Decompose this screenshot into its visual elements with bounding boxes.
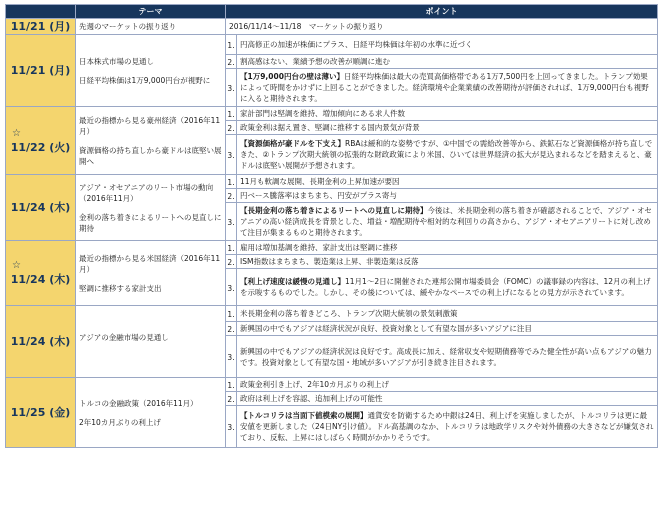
point-text (237, 306, 658, 322)
point-text (237, 107, 658, 121)
entry-theme-subtitle: 日経平均株価は1万9,000円台が視野に (79, 75, 211, 85)
point-row (6, 306, 658, 322)
point-text (237, 203, 658, 241)
point-text (237, 378, 658, 392)
point-body: 政策金利は据え置き、堅調に推移する国内景気が背景 (240, 123, 420, 132)
entry-date: 11/24 (木) (10, 273, 71, 286)
point-row (6, 241, 658, 255)
entry-theme-title[interactable]: トルコの金融政策（2016年11月） (79, 398, 198, 408)
point-number: 3. (226, 135, 237, 175)
point-highlight: 【利上げ速度は緩慢の見通し】 (240, 277, 345, 286)
point-text (237, 336, 658, 378)
entry-theme-subtitle: 資源価格の持ち直しから豪ドルは底堅い展開へ (79, 145, 222, 166)
point-text (237, 175, 658, 189)
entry-date-cell (6, 35, 76, 107)
entry-theme-cell[interactable] (76, 241, 226, 306)
point-text (237, 135, 658, 175)
summary-row (6, 19, 658, 35)
point-body: ISM指数はまちまち、製造業は上昇、非製造業は反落 (240, 257, 419, 266)
point-highlight: 【長期金利の落ち着きによるリートへの見直しに期待】 (240, 206, 428, 215)
point-number: 2. (226, 189, 237, 203)
point-text (237, 392, 658, 406)
entry-date: 11/24 (木) (10, 334, 71, 348)
point-text (237, 406, 658, 448)
entry-theme-subtitle: 堅調に推移する家計支出 (79, 283, 162, 293)
point-body: 雇用は増加基調を維持、家計支出は堅調に推移 (240, 243, 398, 252)
star-icon: ☆ (12, 260, 21, 271)
point-body: 政府は利上げを容認、追加利上げの可能性 (240, 394, 383, 403)
entry-date-cell (6, 241, 76, 306)
point-text (237, 189, 658, 203)
point-highlight: 【トルコリラは当面下値模索の展開】 (240, 411, 368, 420)
point-number: 1. (226, 306, 237, 322)
point-number: 1. (226, 241, 237, 255)
point-number: 2. (226, 392, 237, 406)
entry-date-cell (6, 378, 76, 448)
point-body: 11月1～2日に開催された連邦公開市場委員会（FOMC）の議事録の内容は、12月の利上げを示唆するものでした。しかし、その後については、緩やかなペースでの利上げになるとの見方が示されています。 (240, 277, 651, 297)
point-row (6, 35, 658, 55)
entry-theme-subtitle: 金利の落ち着きによるリートへの見直しに期待 (79, 212, 222, 233)
point-text (237, 269, 658, 306)
entry-date-cell (6, 306, 76, 378)
entry-theme-cell[interactable] (76, 378, 226, 448)
point-number: 2. (226, 255, 237, 269)
point-body: 新興国の中でもアジアの経済状況は良好です。高成長に加え、経常収支や短期債務等でみた健全性が高い点もアジアの魅力です。投資対象として有望な国・地域が多いアジアが引き続き注目されます。 (240, 346, 652, 367)
point-number: 3. (226, 69, 237, 107)
point-row (6, 378, 658, 392)
point-body: 家計部門は堅調を維持、増加傾向にある求人件数 (240, 109, 405, 118)
point-number: 3. (226, 406, 237, 448)
point-text (237, 35, 658, 55)
summary-point: 2016/11/14～11/18 マーケットの振り返り (226, 19, 658, 35)
point-text (237, 121, 658, 135)
point-number: 2. (226, 322, 237, 336)
point-body: 割高感はない、業績予想の改善が順調に進む (240, 57, 390, 66)
summary-date: 11/21 (月) (6, 19, 76, 35)
point-row (6, 175, 658, 189)
star-icon: ☆ (12, 127, 21, 139)
summary-theme[interactable]: 先週のマーケットの振り返り (76, 19, 226, 35)
header-theme: テーマ (76, 5, 226, 19)
point-number: 2. (226, 121, 237, 135)
point-number: 1. (226, 35, 237, 55)
header-row (6, 5, 658, 19)
point-body: 11月も軟調な展開、長期金利の上昇加速が要因 (240, 177, 400, 186)
point-number: 1. (226, 175, 237, 189)
point-number: 1. (226, 107, 237, 121)
entry-theme-title[interactable]: アジアの金融市場の見通し (79, 333, 169, 342)
point-body: 米長期金利の落ち着きどころ、トランプ次期大統領の景気刺激策 (240, 309, 458, 318)
entry-date-cell (6, 107, 76, 175)
point-text (237, 322, 658, 336)
point-body: RBAは緩和的な姿勢ですが、①中国での需給改善等から、鉄鉱石など資源価格が持ち直しできた、②トランプ次期大統領の拡張的な財政政策により米国、ひいては世界経済の拡大が見込まれるなどを踏まえると、豪ドルは底堅い展開が予想されます。 (240, 139, 653, 170)
entry-date: 11/24 (木) (10, 200, 71, 214)
entry-date: 11/25 (金) (10, 405, 71, 419)
point-body: 円高修正の加速が株価にプラス、日経平均株価は年初の水準に近づく (240, 40, 473, 49)
point-body: 円ベース騰落率はまちまち、円安がプラス寄与 (240, 191, 397, 200)
point-row (6, 107, 658, 121)
point-text (237, 255, 658, 269)
point-text (237, 55, 658, 69)
header-date-cell (6, 5, 76, 19)
point-body: 日経平均株価は最大の売買高価格帯である1万7,500円を上回ってきました。トランプ効果によって時間をかけずに上回ることができました。経済環境や企業業績の改善期待が評価されれば、1万9,000円台も視野に入ると期待されます。 (240, 72, 649, 103)
point-body: 新興国の中でもアジアは経済状況が良好、投資対象として有望な国が多いアジアに注目 (240, 324, 532, 333)
point-number: 3. (226, 336, 237, 378)
point-text (237, 69, 658, 107)
point-text (237, 241, 658, 255)
entry-date-cell (6, 175, 76, 241)
entry-theme-title[interactable]: 最近の指標から見る米国経済（2016年11月） (79, 253, 221, 274)
entry-theme-cell[interactable] (76, 35, 226, 107)
entry-theme-subtitle: 2年10カ月ぶりの利上げ (79, 417, 161, 427)
schedule-table (5, 4, 658, 448)
point-number: 3. (226, 269, 237, 306)
point-number: 1. (226, 378, 237, 392)
point-body: 今後は、米長期金利の落ち着きが確認されることで、アジア・オセアニアの高い経済成長を背景とした、増益・増配期待や相対的な利回りの高さから、アジア・オセアニアリートに対し改めて注目が集まるものと期待されます。 (240, 206, 652, 237)
point-body: 通貨安を防衛するため中銀は24日、利上げを実施しましたが、トルコリラは更に最安値を更新しました（24日NY引け値）。ドル高基調のなか、トルコリラは地政学リスクや対外債務の大きさなどが嫌気されており、反転、上昇にはしばらく時間がかかりそうです。 (240, 411, 654, 442)
entry-date: 11/21 (月) (10, 63, 71, 77)
point-highlight: 【1万9,000円台の壁は薄い】 (240, 72, 344, 81)
entry-theme-cell[interactable] (76, 175, 226, 241)
entry-theme-cell[interactable] (76, 306, 226, 378)
entry-theme-title[interactable]: アジア・オセアニアのリート市場の動向（2016年11月） (79, 182, 214, 203)
entry-theme-title[interactable]: 日本株式市場の見通し (79, 56, 154, 66)
entry-theme-cell[interactable] (76, 107, 226, 175)
entry-date: 11/22 (火) (10, 140, 71, 154)
entry-theme-title[interactable]: 最近の指標から見る豪州経済（2016年11月） (79, 115, 221, 136)
header-point: ポイント (226, 5, 658, 19)
point-number: 2. (226, 55, 237, 69)
point-number: 3. (226, 203, 237, 241)
point-highlight: 【資源価格が豪ドルを下支え】 (240, 139, 345, 148)
point-body: 政策金利引き上げ、2年10カ月ぶりの利上げ (240, 380, 390, 389)
